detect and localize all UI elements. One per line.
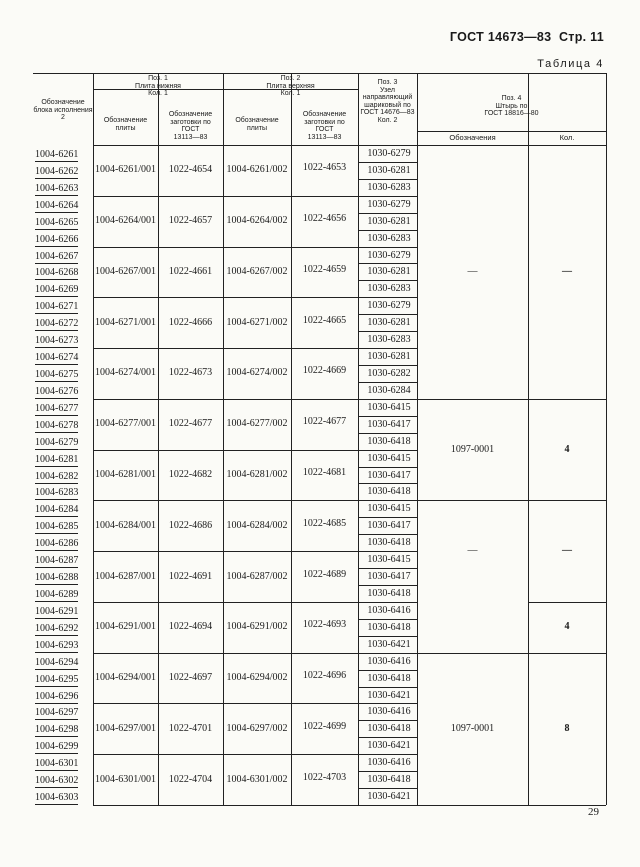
block-designation: 1004-6289: [35, 589, 79, 600]
lower-plate-blank: 1022-4666: [168, 316, 213, 328]
guide-row-rule: [358, 737, 417, 738]
upper-plate-designation: 1004-6301/002: [226, 773, 288, 785]
lower-plate-designation: 1004-6284/001: [94, 519, 157, 531]
block-designation: 1004-6268: [35, 267, 79, 279]
block-designation: 1004-6288: [35, 572, 79, 584]
upper-plate-blank: 1022-4653: [302, 162, 347, 174]
block-header: [31, 99, 95, 122]
column-divider: [223, 73, 224, 805]
block-designation: 1004-6276: [35, 385, 79, 397]
guide-assembly: 1030-6279: [367, 198, 411, 210]
plate2-header: [223, 117, 291, 132]
guide-assembly: 1030-6283: [367, 334, 411, 346]
pos2-header-line: Плита верхняя: [266, 82, 315, 90]
pos2-header-line: Поз. 2: [280, 75, 301, 82]
column-divider: [528, 73, 529, 805]
lower-plate-designation: 1004-6294/001: [94, 672, 157, 684]
blank1-header: [158, 111, 223, 141]
guide-row-rule: [358, 720, 417, 721]
pos3-header-line: ГОСТ 14676—83: [360, 109, 415, 117]
lower-plate-designation: 1004-6267/001: [94, 265, 157, 277]
guide-assembly: 1030-6417: [367, 520, 411, 532]
block-designation: 1004-6294: [35, 656, 79, 668]
block-designation: 1004-6284: [35, 504, 79, 516]
block-designation: 1004-6296: [35, 690, 79, 702]
guide-row-rule: [358, 585, 417, 586]
guide-row-rule: [358, 399, 417, 400]
block-designation: 1004-6297: [35, 707, 79, 719]
pin-quantity: —: [562, 545, 572, 557]
block-designation: 1004-6292: [35, 622, 79, 634]
guide-row-rule: [358, 247, 417, 248]
plate2-header-line: плиты: [246, 124, 268, 132]
guide-row-rule: [358, 263, 417, 264]
pin-rule: [417, 399, 606, 400]
block-designation: 1004-6295: [35, 673, 79, 685]
guide-row-rule: [358, 348, 417, 349]
guide-assembly: 1030-6281: [367, 317, 411, 329]
block-designation: 1004-6264: [35, 199, 79, 211]
column-divider: [606, 73, 607, 805]
table-label: Таблица 4: [537, 58, 604, 70]
blank2-header: [291, 111, 358, 141]
pin-rule: [417, 653, 606, 654]
guide-row-rule: [358, 365, 417, 366]
guide-row-rule: [358, 416, 417, 417]
pos1-header-line: Плита нижняя: [135, 82, 181, 90]
lower-plate-blank: 1022-4704: [168, 773, 213, 785]
block-designation: 1004-6262: [35, 165, 79, 177]
guide-assembly: 1030-6418: [367, 621, 411, 633]
guide-row-rule: [358, 517, 417, 518]
guide-assembly: 1030-6421: [367, 638, 411, 650]
guide-assembly: 1030-6281: [367, 351, 411, 363]
guide-assembly: 1030-6415: [367, 503, 411, 515]
guide-row-rule: [358, 703, 417, 704]
upper-plate-designation: 1004-6271/002: [226, 316, 288, 328]
block-designation: 1004-6263: [35, 182, 79, 194]
pos4-header-line: ГОСТ 18816—80: [484, 110, 539, 118]
pos4-header-line: Поз. 4: [501, 95, 522, 102]
upper-plate-blank: 1022-4665: [302, 314, 347, 326]
lower-plate-blank: 1022-4661: [168, 265, 213, 277]
block-designation: 1004-6286: [35, 538, 79, 550]
guide-row-rule: [358, 467, 417, 468]
pos3-header-line: Кол. 2: [377, 116, 398, 124]
upper-plate-designation: 1004-6281/002: [226, 469, 288, 480]
lower-plate-blank: 1022-4677: [168, 418, 213, 430]
upper-plate-designation: 1004-6274/002: [226, 367, 288, 379]
blank1-header-line: ГОСТ: [181, 126, 200, 134]
upper-plate-blank: 1022-4703: [302, 771, 347, 783]
lower-plate-designation: 1004-6274/001: [94, 367, 157, 379]
block-designation: 1004-6265: [35, 216, 79, 228]
guide-row-rule: [358, 754, 417, 755]
guide-assembly: 1030-6421: [367, 791, 411, 803]
lower-plate-blank: 1022-4691: [168, 570, 213, 582]
block-designation: 1004-6285: [35, 521, 79, 533]
guide-assembly: 1030-6421: [367, 689, 411, 701]
pos4-subheader-rule: [417, 131, 606, 132]
pin-designation: 1097-0001: [450, 722, 495, 734]
upper-plate-blank: 1022-4659: [302, 263, 347, 275]
guide-assembly: 1030-6418: [367, 672, 411, 684]
guide-assembly: 1030-6279: [367, 249, 411, 261]
block-designation: 1004-6302: [35, 775, 79, 787]
pin-rule: [417, 500, 606, 501]
guide-assembly: 1030-6281: [367, 164, 411, 176]
column-divider: [93, 73, 94, 805]
pos4-header: [417, 95, 606, 118]
pos4-header-line: Штырь по: [495, 102, 528, 110]
block-designation: 1004-6267: [35, 250, 79, 262]
guide-row-rule: [358, 500, 417, 501]
upper-plate-blank: 1022-4677: [302, 416, 347, 428]
guide-assembly: 1030-6421: [367, 740, 411, 752]
upper-plate-designation: 1004-6284/002: [226, 519, 288, 531]
guide-assembly: 1030-6418: [367, 774, 411, 786]
guide-row-rule: [358, 483, 417, 484]
pos1-header-line: Кол. 1: [148, 90, 168, 98]
lower-plate-designation: 1004-6264/001: [94, 215, 157, 227]
guide-row-rule: [358, 788, 417, 789]
block-designation: 1004-6293: [35, 639, 79, 651]
pos1-header: [93, 75, 223, 98]
pin-quantity: 4: [564, 621, 570, 633]
guide-assembly: 1030-6416: [367, 757, 411, 769]
block-designation: 1004-6283: [35, 487, 79, 499]
block-designation: 1004-6274: [35, 352, 79, 364]
block-designation: 1004-6299: [35, 741, 79, 753]
guide-assembly: 1030-6281: [367, 215, 411, 227]
guide-row-rule: [358, 162, 417, 163]
guide-assembly: 1030-6417: [367, 469, 411, 481]
block-header-line: блока исполнения 2: [33, 106, 93, 122]
pos3-header-line: шариковый по: [364, 101, 411, 109]
guide-row-rule: [358, 450, 417, 451]
page-label: Стр. 11: [558, 30, 604, 44]
block-designation: 1004-6301: [35, 758, 79, 770]
guide-row-rule: [358, 331, 417, 332]
plate1-header-line: плиты: [115, 124, 136, 132]
lower-plate-designation: 1004-6301/001: [94, 773, 157, 785]
blank2-header-line: Обозначение: [302, 111, 347, 118]
guide-assembly: 1030-6415: [367, 554, 411, 566]
guide-assembly: 1030-6415: [367, 401, 411, 413]
blank1-header-line: 13113—83: [173, 133, 208, 141]
guide-row-rule: [358, 297, 417, 298]
lower-plate-designation: 1004-6281/001: [94, 469, 157, 480]
blank2-header-line: ГОСТ: [315, 126, 334, 134]
spec-table: [33, 73, 606, 805]
page-header: [450, 30, 604, 44]
lower-plate-blank: 1022-4701: [168, 722, 213, 734]
block-designation: 1004-6269: [35, 284, 79, 296]
upper-plate-designation: 1004-6287/002: [226, 570, 288, 582]
upper-plate-designation: 1004-6277/002: [226, 418, 288, 430]
guide-assembly: 1030-6418: [367, 723, 411, 735]
guide-row-rule: [358, 213, 417, 214]
guide-assembly: 1030-6282: [367, 368, 411, 379]
lower-plate-designation: 1004-6271/001: [94, 316, 157, 328]
guide-assembly: 1030-6283: [367, 232, 411, 244]
pos4-designation-header: Обозначения: [449, 133, 496, 142]
page-number: 29: [588, 806, 599, 818]
block-designation: 1004-6279: [35, 436, 79, 448]
lower-plate-designation: 1004-6261/001: [94, 164, 157, 176]
upper-plate-blank: 1022-4685: [302, 517, 347, 529]
pos4-quantity-header: Кол.: [559, 133, 575, 142]
guide-row-rule: [358, 382, 417, 383]
pos3-header-line: Узел: [380, 86, 395, 94]
guide-assembly: 1030-6417: [367, 418, 411, 430]
guide-row-rule: [358, 280, 417, 281]
table-top-rule: [33, 73, 606, 74]
guide-row-rule: [358, 636, 417, 637]
guide-assembly: 1030-6418: [367, 486, 411, 498]
block-designation: 1004-6303: [35, 792, 79, 804]
header-bottom-rule: [93, 145, 606, 146]
block-designation: 1004-6282: [35, 470, 79, 482]
guide-row-rule: [358, 230, 417, 231]
upper-plate-blank: 1022-4696: [302, 670, 347, 682]
lower-plate-blank: 1022-4697: [168, 672, 213, 684]
lower-plate-blank: 1022-4673: [168, 367, 213, 379]
block-designation: 1004-6278: [35, 419, 79, 431]
guide-assembly: 1030-6415: [367, 452, 411, 464]
column-divider: [358, 73, 359, 805]
pos3-header-line: Поз. 3: [377, 79, 398, 86]
lower-plate-blank: 1022-4694: [168, 621, 213, 633]
guide-assembly: 1030-6279: [367, 148, 411, 159]
guide-row-rule: [358, 771, 417, 772]
guide-row-rule: [358, 433, 417, 434]
lower-plate-blank: 1022-4654: [168, 164, 213, 176]
pos2-header-line: Кол. 1: [280, 90, 301, 98]
lower-plate-blank: 1022-4682: [168, 469, 213, 480]
upper-plate-blank: 1022-4681: [302, 467, 347, 478]
block-designation: 1004-6281: [35, 453, 79, 465]
column-divider: [417, 73, 418, 805]
pin-rule: [528, 602, 606, 603]
block-designation: 1004-6271: [35, 301, 79, 313]
guide-row-rule: [358, 568, 417, 569]
guide-assembly: 1030-6416: [367, 604, 411, 616]
guide-row-rule: [358, 314, 417, 315]
pin-quantity: —: [562, 265, 572, 277]
upper-plate-designation: 1004-6261/002: [226, 164, 288, 176]
guide-row-rule: [358, 653, 417, 654]
upper-plate-blank: 1022-4699: [302, 720, 347, 732]
standard-code: ГОСТ 14673—83: [449, 30, 552, 44]
guide-row-rule: [358, 534, 417, 535]
guide-assembly: 1030-6418: [367, 537, 411, 549]
pin-quantity: 4: [564, 443, 570, 455]
pos3-header-line: направляющий: [362, 94, 413, 102]
lower-plate-designation: 1004-6277/001: [94, 418, 157, 430]
guide-assembly: 1030-6283: [367, 181, 411, 193]
upper-plate-designation: 1004-6264/002: [226, 215, 288, 227]
guide-assembly: 1030-6279: [367, 300, 411, 312]
block-designation: 1004-6275: [35, 369, 79, 380]
pos3-header: [358, 79, 417, 125]
guide-row-rule: [358, 602, 417, 603]
pin-designation: 1097-0001: [450, 443, 495, 455]
pos1-header-line: Поз. 1: [148, 75, 168, 82]
plate2-header-line: Обозначение: [235, 117, 279, 124]
guide-row-rule: [358, 670, 417, 671]
guide-row-rule: [358, 196, 417, 197]
guide-row-rule: [358, 619, 417, 620]
guide-assembly: 1030-6418: [367, 435, 411, 447]
block-designation: 1004-6291: [35, 605, 79, 617]
upper-plate-blank: 1022-4656: [302, 213, 347, 225]
block-designation: 1004-6266: [35, 233, 79, 245]
guide-row-rule: [358, 179, 417, 180]
block-designation: 1004-6272: [35, 318, 79, 330]
pin-designation: —: [467, 265, 478, 277]
guide-assembly: 1030-6416: [367, 655, 411, 667]
upper-plate-designation: 1004-6294/002: [226, 672, 288, 684]
column-divider: [158, 73, 159, 805]
lower-plate-blank: 1022-4657: [168, 215, 213, 227]
guide-assembly: 1030-6283: [367, 283, 411, 295]
lower-plate-blank: 1022-4686: [168, 519, 213, 531]
blank1-header-line: Обозначение: [168, 111, 213, 118]
table-bottom-rule: [93, 805, 606, 806]
blank2-header-line: 13113—83: [307, 133, 342, 141]
pos2-header: [223, 75, 358, 98]
guide-row-rule: [358, 551, 417, 552]
plate1-header: [93, 117, 158, 132]
guide-assembly: 1030-6417: [367, 571, 411, 583]
block-designation: 1004-6298: [35, 724, 79, 736]
upper-plate-blank: 1022-4689: [302, 568, 347, 580]
upper-plate-designation: 1004-6267/002: [226, 265, 288, 277]
blank2-header-line: заготовки по: [304, 118, 345, 126]
lower-plate-designation: 1004-6291/001: [94, 621, 157, 633]
upper-plate-designation: 1004-6297/002: [226, 722, 288, 734]
guide-assembly: 1030-6418: [367, 588, 411, 599]
pin-quantity: 8: [564, 722, 570, 734]
upper-plate-blank: 1022-4669: [302, 365, 347, 377]
block-designation: 1004-6273: [35, 335, 79, 347]
block-designation: 1004-6277: [35, 402, 79, 414]
blank1-header-line: заготовки по: [170, 118, 211, 126]
column-divider: [291, 73, 292, 805]
upper-plate-designation: 1004-6291/002: [226, 621, 288, 633]
lower-plate-designation: 1004-6297/001: [94, 722, 157, 734]
guide-row-rule: [358, 687, 417, 688]
block-header-line: Обозначение: [41, 99, 85, 106]
plate1-header-line: Обозначение: [103, 117, 148, 124]
upper-plate-blank: 1022-4693: [302, 619, 347, 631]
pin-designation: —: [467, 545, 478, 557]
guide-assembly: 1030-6281: [367, 266, 411, 278]
guide-assembly: 1030-6284: [367, 384, 411, 396]
lower-plate-designation: 1004-6287/001: [94, 570, 157, 582]
guide-assembly: 1030-6416: [367, 706, 411, 718]
block-designation: 1004-6261: [35, 149, 79, 160]
block-designation: 1004-6287: [35, 555, 79, 567]
